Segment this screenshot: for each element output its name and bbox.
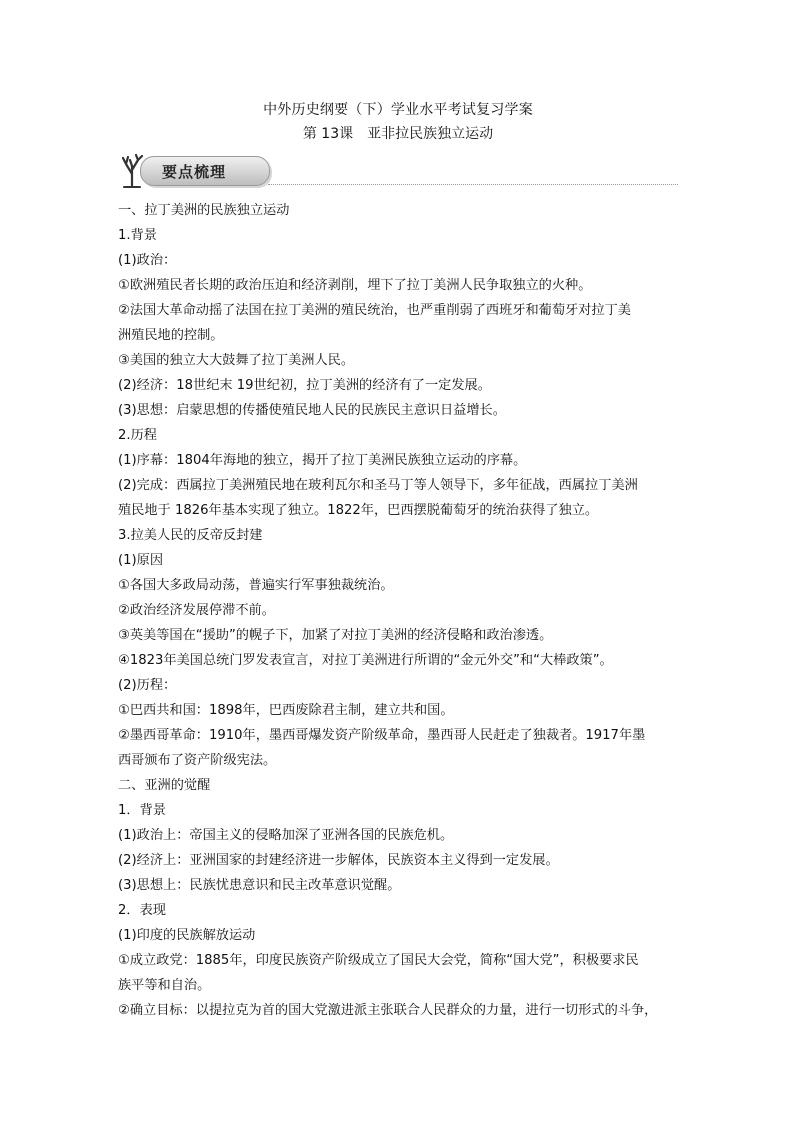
text-line: (3)思想：启蒙思想的传播使殖民地人民的民族民主意识日益增长。 (118, 403, 506, 418)
text-line: (3)思想上：民族忧患意识和民主改革意识觉醒。 (118, 878, 401, 893)
page-title: 中外历史纲要（下）学业水平考试复习学案 (263, 102, 533, 118)
text-line: 西哥颁布了资产阶级宪法。 (118, 753, 277, 768)
document-page (118, 98, 678, 1023)
text-line: (1)序幕：1804年海地的独立，揭开了拉丁美洲民族独立运动的序幕。 (118, 453, 527, 468)
text-line: (1)政治： (118, 253, 177, 268)
text-line: ③英美等国在“援助”的幌子下，加紧了对拉丁美洲的经济侵略和政治渗透。 (118, 628, 553, 643)
text-line: ③美国的独立大大鼓舞了拉丁美洲人民。 (118, 353, 355, 368)
text-line: ②法国大革命动摇了法国在拉丁美洲的殖民统治，也严重削弱了西班牙和葡萄牙对拉丁美 (118, 303, 631, 318)
section-heading: 一、拉丁美洲的民族独立运动 (118, 203, 290, 218)
subsection-heading: 2．表现 (118, 903, 166, 918)
text-line: ①成立政党：1885年，印度民族资产阶级成立了国民大会党，简称“国大党”，积极要求民 (118, 953, 639, 968)
text-line: (2)完成：西属拉丁美洲殖民地在玻利瓦尔和圣马丁等人领导下，多年征战，西属拉丁美洲 (118, 478, 638, 493)
subsection-heading: 2.历程 (118, 428, 157, 443)
text-line: ②确立目标：以提拉克为首的国大党激进派主张联合人民群众的力量，进行一切形式的斗争， (118, 1003, 658, 1018)
text-line: (2)经济：18世纪末 19世纪初，拉丁美洲的经济有了一定发展。 (118, 378, 491, 393)
lesson-subtitle: 第 13课 亚非拉民族独立运动 (302, 126, 494, 142)
text-line: (2)历程： (118, 678, 177, 693)
text-line: ②政治经济发展停滞不前。 (118, 603, 275, 618)
section-banner (118, 152, 678, 192)
text-line: (1)印度的民族解放运动 (118, 928, 256, 943)
banner-divider (268, 184, 678, 185)
subsection-heading: 1.背景 (118, 228, 157, 243)
text-line: 殖民地于 1826年基本实现了独立。1822年，巴西摆脱葡萄牙的统治获得了独立。 (118, 503, 599, 518)
text-line: (1)政治上：帝国主义的侵略加深了亚洲各国的民族危机。 (118, 828, 454, 843)
text-line: 族平等和自治。 (118, 978, 211, 993)
text-line: ①欧洲殖民者长期的政治压迫和经济剥削，埋下了拉丁美洲人民争取独立的火种。 (118, 278, 592, 293)
text-line: ①各国大多政局动荡，普遍实行军事独裁统治。 (118, 578, 394, 593)
text-line: (1)原因 (118, 553, 164, 568)
section-heading: 二、亚洲的觉醒 (118, 778, 211, 793)
text-line: 洲殖民地的控制。 (118, 328, 224, 343)
text-line: ②墨西哥革命：1910年，墨西哥爆发资产阶级革命，墨西哥人民赶走了独裁者。1917年墨 (118, 728, 646, 743)
text-line: ①巴西共和国：1898年，巴西废除君主制，建立共和国。 (118, 703, 454, 718)
text-line: ④1823年美国总统门罗发表宣言，对拉丁美洲进行所谓的“金元外交”和“大棒政策”。 (118, 653, 613, 668)
banner-label: 要点梳理 (162, 163, 227, 181)
text-line: (2)经济上：亚洲国家的封建经济进一步解体，民族资本主义得到一定发展。 (118, 853, 559, 868)
subsection-heading: 1．背景 (118, 803, 166, 818)
subsection-heading: 3.拉美人民的反帝反封建 (118, 528, 263, 543)
